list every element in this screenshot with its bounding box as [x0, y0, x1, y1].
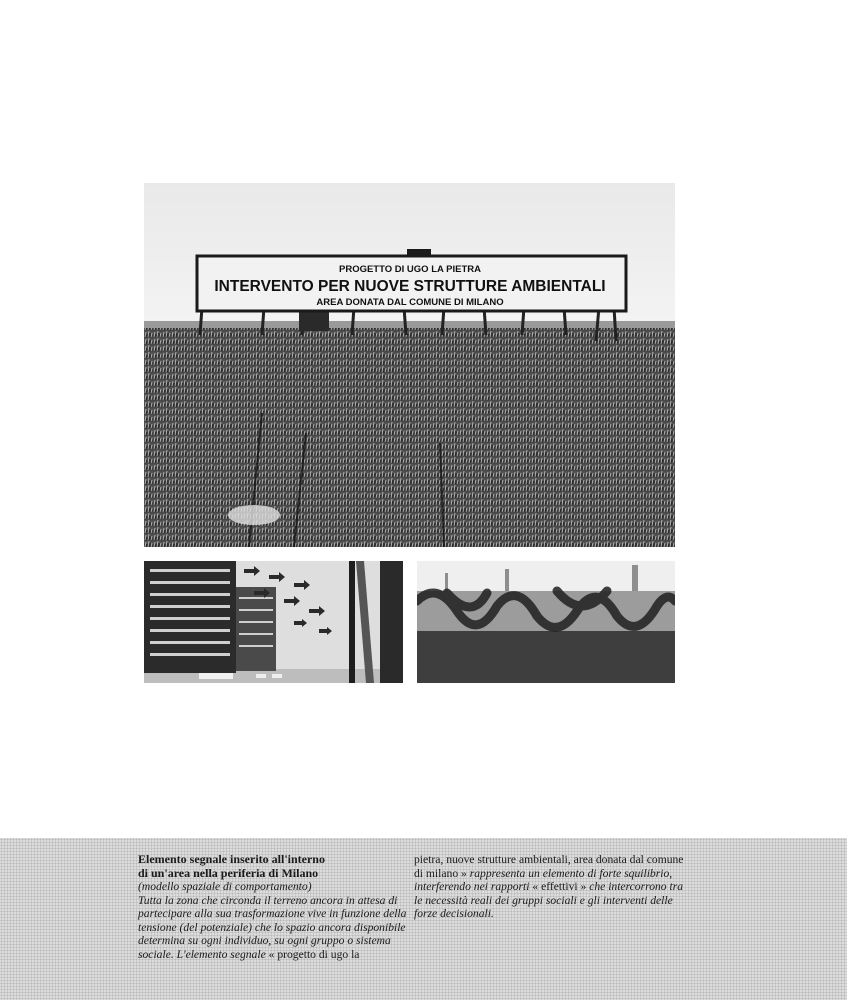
caption-body: Tutta la zona che circonda il terreno ancora in attesa di partecipare alla sua trasformazione vive in funzione della tensione (del potenziale) che lo spazio ancora disponibile determina su ogni individuo, su ogni gruppo o sistema sociale. L'elemento segnale — [138, 893, 407, 961]
caption-column-left — [138, 853, 408, 961]
billboard-line-2: INTERVENTO PER NUOVE STRUTTURE AMBIENTALI — [214, 278, 606, 295]
billboard-line-3: AREA DONATA DAL COMUNE DI MILANO — [316, 297, 504, 308]
caption-body-3: che intercorrono tra le necessità reali dei gruppi sociali e gli interventi delle forze decisionali. — [414, 880, 684, 920]
billboard-line-1: PROGETTO DI UGO LA PIETRA — [339, 264, 481, 275]
caption-quote-effettivi: « effettivi » — [532, 880, 587, 893]
fence-field-photo — [417, 561, 675, 683]
caption-title-line-1: Elemento segnale inserito all'interno — [138, 852, 325, 866]
caption-body-2: rappresenta un elemento di forte squilibrio, interferendo nei rapporti — [414, 866, 673, 893]
caption-quote-start: « progetto di ugo la — [268, 947, 360, 961]
caption-subtitle: (modello spaziale di comportamento) — [138, 880, 312, 893]
caption-column-right — [414, 853, 684, 921]
apartment-street-photo — [144, 561, 403, 683]
field-billboard-photo — [144, 183, 675, 547]
caption-quote-end: pietra, nuove strutture ambientali, area donata dal comune di milano » — [414, 853, 684, 880]
caption-title-line-2: di un'area nella periferia di Milano — [138, 865, 319, 880]
